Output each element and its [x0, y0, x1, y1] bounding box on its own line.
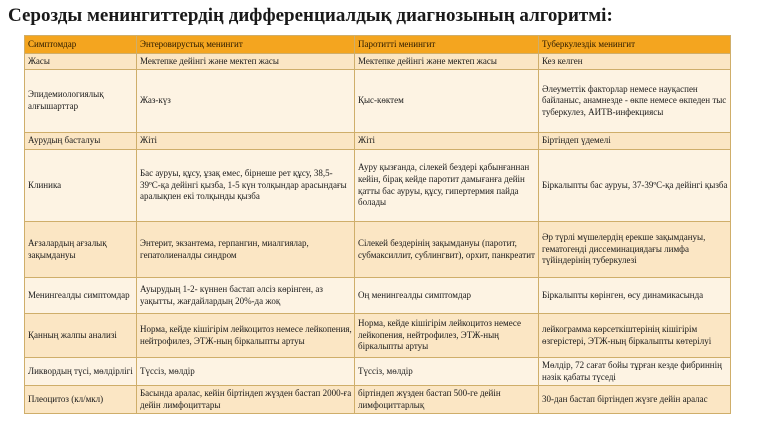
parotitis-cell: Оң менингеалды симптомдар	[355, 278, 539, 314]
table-row	[25, 386, 731, 414]
parotitis-cell: Түссіз, мөлдір	[355, 358, 539, 386]
enteroviral-cell: Жаз-күз	[137, 70, 355, 133]
enteroviral-cell: Норма, кейде кішігірім лейкоцитоз немесе лейкопения, нейтрофилез, ЭТЖ-ның біркалыпты артуы	[137, 314, 355, 358]
tuberculous-cell: Кез келген	[539, 54, 731, 70]
table-row	[25, 150, 731, 222]
tuberculous-cell: Біркалыпты көрінген, өсу динамикасында	[539, 278, 731, 314]
table-row	[25, 358, 731, 386]
header-tuberculous: Туберкулездік менингит	[539, 36, 731, 54]
symptom-cell: Эпидемиологиялық алғышарттар	[25, 70, 137, 133]
symptom-cell: Клиника	[25, 150, 137, 222]
symptom-cell: Менингеалды симптомдар	[25, 278, 137, 314]
symptom-cell: Ағзалардың ағзалық зақымдануы	[25, 222, 137, 278]
enteroviral-cell: Басында аралас, кейін біртіндеп жүзден бастап 2000-ға дейін лимфоциттары	[137, 386, 355, 414]
symptom-cell: Аурудың басталуы	[25, 133, 137, 150]
enteroviral-cell: Жіті	[137, 133, 355, 150]
tuberculous-cell: Біртіндеп үдемелі	[539, 133, 731, 150]
table-row	[25, 133, 731, 150]
table-header-row	[25, 36, 731, 54]
header-enteroviral: Энтеровирустық менингит	[137, 36, 355, 54]
symptom-cell: Плеоцитоз (кл/мкл)	[25, 386, 137, 414]
table-row	[25, 314, 731, 358]
parotitis-cell: біртіндеп жүзден бастап 500-ге дейін лимфоциттарлық	[355, 386, 539, 414]
parotitis-cell: Сілекей бездерінің зақымдануы (паротит, субмаксиллит, сублингвит), орхит, панкреатит	[355, 222, 539, 278]
enteroviral-cell: Ауырудың 1-2- күннен бастап әлсіз көрінген, аз уақытты, жағдайлардың 20%-да жоқ	[137, 278, 355, 314]
tuberculous-cell: Мөлдір, 72 сағат бойы тұрған кезде фибриннің нәзік қабаты түседі	[539, 358, 731, 386]
table-row	[25, 278, 731, 314]
header-parotitis: Паротитті менингит	[355, 36, 539, 54]
symptom-cell: Ликвордың түсі, мөлдірлігі	[25, 358, 137, 386]
tuberculous-cell: Біркалыпты бас ауруы, 37-39ºC-қа дейінгі қызба	[539, 150, 731, 222]
tuberculous-cell: лейкограмма көрсеткіштерінің кішігірім өзгерістері, ЭТЖ-ның біркалыпты көтерілуі	[539, 314, 731, 358]
symptom-cell: Қанның жалпы анализі	[25, 314, 137, 358]
table-row	[25, 70, 731, 133]
symptom-cell: Жасы	[25, 54, 137, 70]
parotitis-cell: Мектепке дейінгі және мектеп жасы	[355, 54, 539, 70]
enteroviral-cell: Бас ауруы, құсу, ұзақ емес, бірнеше рет құсу, 38,5-39ºC-қа дейінгі қызба, 1-5 күн толқындар арасындағы аралықпен екі толқынды қызба	[137, 150, 355, 222]
parotitis-cell: Норма, кейде кішігірім лейкоцитоз немесе лейкопения, нейтрофилез, ЭТЖ-ның біркалыпты артуы	[355, 314, 539, 358]
page-title: Серозды менингиттердің дифференциалдық диагнозының алгоритмі:	[8, 5, 613, 26]
table-row	[25, 54, 731, 70]
differential-diagnosis-table	[24, 35, 731, 414]
parotitis-cell: Жіті	[355, 133, 539, 150]
parotitis-cell: Қыс-көктем	[355, 70, 539, 133]
tuberculous-cell: Әлеуметтік факторлар немесе науқаспен байланыс, анамнезде - өкпе немесе өкпеден тыс туберкулез, АИТВ-инфекциясы	[539, 70, 731, 133]
parotitis-cell: Ауру қызғанда, сілекей бездері қабынғаннан кейін, бірақ кейде паротит дамығанға дейін қатты бас ауруы, құсу, гипертермия пайда болады	[355, 150, 539, 222]
header-symptoms: Симптомдар	[25, 36, 137, 54]
enteroviral-cell: Түссіз, мөлдір	[137, 358, 355, 386]
tuberculous-cell: Әр түрлі мүшелердің ерекше зақымдануы, гематогенді диссеминациядағы лимфа түйіндерінің туберкулезі	[539, 222, 731, 278]
enteroviral-cell: Энтерит, экзантема, герпангин, миалгиялар, гепатолиеналды синдром	[137, 222, 355, 278]
table-row	[25, 222, 731, 278]
enteroviral-cell: Мектепке дейінгі және мектеп жасы	[137, 54, 355, 70]
tuberculous-cell: 30-дан бастап біртіндеп жүзге дейін аралас	[539, 386, 731, 414]
